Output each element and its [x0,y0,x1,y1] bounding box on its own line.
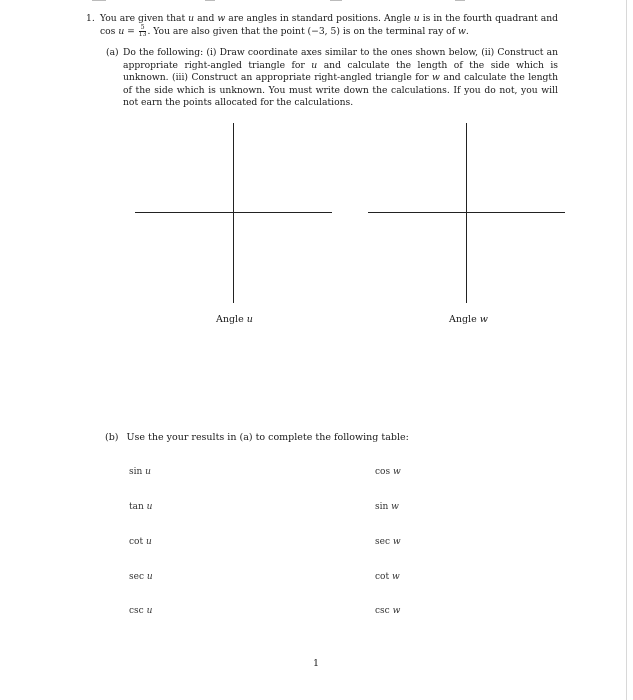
angle-w-label: Angle w [449,314,488,325]
question-number: 1. [86,13,95,24]
table-cell-sin-u: sin u [129,467,151,477]
part-b-label: (b) [105,432,119,443]
part-a-text: Do the following: (i) Draw coordinate axes similar to the ones shown below, (ii) Construct an appropriate right-angled triangle for u and calculate the length of the side which is unknown. (iii) Construct an appropriate right-angled triangle for w and calculate the length of the side which is unknown. You must write down the calculations. If you do not, you will not earn the points allocated for the calculations. [123,47,559,109]
top-scan-marks [0,0,627,2]
question-1 [88,12,558,38]
table-cell-sin-w: sin w [375,502,399,512]
question-intro: You are given that u and w are angles in standard positions. Angle u is in the fourth quadrant and cos u = $\frac{5}{13}$ . You are also given that the point (−3, 5) is on the terminal ray of w. [100,13,559,38]
table-cell-sec-u: sec u [129,572,153,582]
part-a [106,47,558,110]
table-cell-csc-w: csc w [375,606,401,616]
table-cell-cot-u: cot u [129,537,152,547]
table-cell-sec-w: sec w [375,537,401,547]
table-cell-cot-w: cot w [375,572,400,582]
part-b [105,432,409,443]
table-cell-cos-w: cos w [375,467,401,477]
axes-u-vertical [233,123,234,303]
part-b-text: Use the your results in (a) to complete the following table: [126,432,409,443]
part-a-label: (a) [106,47,119,58]
angle-u-label: Angle u [216,314,253,325]
table-cell-tan-u: tan u [129,502,153,512]
fraction-5-13: $\frac{5}{13}$ [138,24,147,38]
axes-w-vertical [466,123,467,303]
table-cell-csc-u: csc u [129,606,153,616]
page-number: 1 [313,658,320,669]
